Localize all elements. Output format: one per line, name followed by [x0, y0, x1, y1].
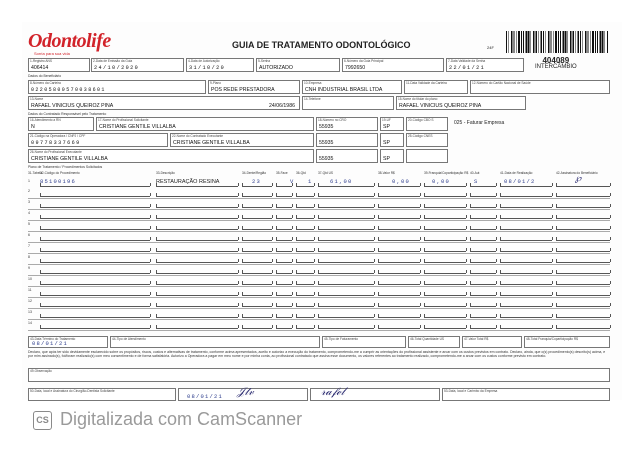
table-cell[interactable] — [156, 192, 238, 197]
table-cell[interactable] — [318, 247, 374, 252]
contracted-executor-field[interactable]: 22-Nome do Contratado Executante CRISTIANE GENTILE VILLALBA — [170, 133, 314, 147]
coparticipation-value: 0,00 — [432, 178, 451, 185]
uf-exec-field[interactable]: SP — [380, 149, 404, 163]
table-cell[interactable] — [296, 313, 314, 318]
table-cell[interactable] — [470, 258, 496, 263]
end-date-field[interactable]: 43-Data Término do Tratamento 08/01/21 — [28, 336, 108, 348]
table-cell[interactable] — [424, 324, 466, 329]
national-card-field[interactable]: 12-Número do Cartão Nacional de Saúde — [470, 80, 610, 94]
table-cell[interactable] — [500, 225, 552, 230]
row-divider — [28, 242, 610, 243]
table-cell[interactable] — [424, 258, 466, 263]
table-cell[interactable] — [500, 236, 552, 241]
cro-executor-field[interactable]: 55935 — [316, 133, 378, 147]
table-cell[interactable] — [378, 214, 420, 219]
cro-field[interactable]: 18-Número no CRO 55935 — [316, 117, 378, 131]
table-cell[interactable] — [424, 236, 466, 241]
table-cell[interactable] — [500, 280, 552, 285]
table-cell[interactable] — [318, 291, 374, 296]
table-cell[interactable] — [378, 225, 420, 230]
table-cell[interactable] — [470, 192, 496, 197]
table-cell[interactable] — [318, 313, 374, 318]
table-cell[interactable] — [296, 225, 314, 230]
table-cell[interactable] — [556, 192, 610, 197]
operator-code-field[interactable]: 21-Código na Operadora / CNPJ / CPF 09778337669 — [28, 133, 168, 147]
table-cell[interactable] — [378, 182, 420, 187]
validity-date-field[interactable]: 7-Data Validade da Senha 22/01/21 — [446, 58, 524, 72]
row-divider — [28, 286, 610, 287]
face-value: V — [290, 178, 295, 185]
row-divider — [28, 209, 610, 210]
procedure-header-label: 37-Qtd US — [318, 171, 334, 175]
procedure-header-label: 32-Código do Procedimento — [40, 171, 80, 175]
table-cell[interactable] — [470, 280, 496, 285]
camscanner-icon: CS — [33, 411, 52, 430]
table-cell[interactable] — [296, 291, 314, 296]
procedure-header-label: 31-Tabela — [28, 171, 42, 175]
table-cell[interactable] — [296, 302, 314, 307]
table-cell[interactable] — [242, 313, 272, 318]
table-cell[interactable] — [296, 280, 314, 285]
table-cell[interactable] — [242, 291, 272, 296]
table-cell[interactable] — [40, 225, 150, 230]
beneficiary-name-field[interactable]: 13-Nome RAFAEL VINICIUS QUEIROZ PINA 24/06/1986 — [28, 96, 300, 110]
table-cell[interactable] — [378, 203, 420, 208]
table-cell[interactable] — [156, 214, 238, 219]
table-cell[interactable] — [156, 324, 238, 329]
table-cell[interactable] — [424, 214, 466, 219]
table-cell[interactable] — [500, 324, 552, 329]
table-cell[interactable] — [296, 247, 314, 252]
table-cell[interactable] — [296, 269, 314, 274]
beneficiary-section-title: Dados do Beneficiário — [28, 74, 62, 78]
ans-field[interactable]: 1-Registro ANS 406414 — [28, 58, 90, 72]
cro-exec-field[interactable]: 55935 — [316, 149, 378, 163]
total-value-field[interactable]: 47-Valor Total R$ — [462, 336, 522, 348]
guide-number-block — [535, 57, 577, 71]
table-cell[interactable] — [318, 203, 374, 208]
table-cell[interactable] — [40, 313, 150, 318]
card-number-field[interactable]: 8-Número da Carteira 02205800570038601 — [28, 80, 206, 94]
table-cell[interactable] — [156, 313, 238, 318]
table-cell[interactable] — [296, 192, 314, 197]
table-cell[interactable] — [40, 214, 150, 219]
row-divider — [28, 297, 610, 298]
table-cell[interactable] — [500, 313, 552, 318]
quantity-us-value: 61,00 — [330, 178, 353, 185]
table-cell[interactable] — [378, 324, 420, 329]
table-cell[interactable] — [276, 291, 292, 296]
phone-field[interactable]: 14-Telefone — [302, 96, 394, 110]
table-cell[interactable] — [470, 225, 496, 230]
row-number-label: 8 — [28, 255, 30, 259]
row-number-label: 10 — [28, 277, 32, 281]
uf-field[interactable]: 19-UF SP — [380, 117, 404, 131]
total-us-field[interactable]: 46-Total Quantidade US — [408, 336, 460, 348]
holder-name-field[interactable]: 15-Nome do titular do plano RAFAEL VINICIUS QUEIROZ PINA — [396, 96, 526, 110]
total-franchise-field[interactable]: 48-Total Franquia/Coparticipação R$ — [524, 336, 610, 348]
table-cell[interactable] — [470, 291, 496, 296]
odontolife-logo: Odontolife — [28, 30, 111, 52]
cbo-exec-field[interactable] — [406, 149, 448, 163]
table-cell[interactable] — [276, 302, 292, 307]
table-cell[interactable] — [242, 258, 272, 263]
table-cell[interactable] — [424, 203, 466, 208]
table-cell[interactable] — [296, 182, 314, 187]
table-cell[interactable] — [556, 258, 610, 263]
form-code: 24F — [487, 45, 494, 50]
table-cell[interactable] — [156, 269, 238, 274]
observation-field[interactable]: 49-Observação — [28, 368, 610, 382]
table-cell[interactable] — [556, 236, 610, 241]
cbo-field[interactable]: 20-Código CBO S — [406, 117, 448, 131]
table-cell[interactable] — [156, 302, 238, 307]
quantity-value: 1 — [308, 178, 313, 185]
logo-tagline: Sorria para sua vida — [34, 51, 70, 56]
realization-date-value: 08/01/2 — [504, 178, 536, 185]
table-cell[interactable] — [156, 203, 238, 208]
table-cell[interactable] — [276, 313, 292, 318]
row-divider — [28, 198, 610, 199]
table-cell[interactable] — [318, 258, 374, 263]
row-divider — [28, 253, 610, 254]
row-number-label: 9 — [28, 266, 30, 270]
table-cell[interactable] — [556, 247, 610, 252]
table-cell[interactable] — [470, 313, 496, 318]
camscanner-watermark: Digitalizada com CamScanner — [60, 409, 303, 429]
executor-signature: 𝒥𝓉𝓋 — [237, 385, 254, 398]
table-cell[interactable] — [40, 182, 150, 187]
row-number-label: 2 — [28, 189, 30, 193]
table-cell[interactable] — [424, 182, 466, 187]
table-cell[interactable] — [40, 280, 150, 285]
table-cell[interactable] — [242, 225, 272, 230]
table-cell[interactable] — [470, 324, 496, 329]
table-cell[interactable] — [500, 192, 552, 197]
table-cell[interactable] — [276, 280, 292, 285]
executing-professional-field[interactable]: 26-Nome do Profissional Executante CRISTIANE GENTILE VILLALBA — [28, 149, 314, 163]
table-cell[interactable] — [556, 291, 610, 296]
executor-signature-field[interactable] — [178, 385, 308, 401]
row-divider — [28, 231, 610, 232]
beneficiary-signature: 𝓇𝒶𝒻ℯ𝓁 — [321, 385, 345, 398]
row-divider — [28, 275, 610, 276]
table-cell[interactable] — [470, 302, 496, 307]
table-cell[interactable] — [556, 313, 610, 318]
tooth-value: 23 — [252, 178, 262, 185]
table-cell[interactable] — [276, 258, 292, 263]
table-cell[interactable] — [40, 247, 150, 252]
row-divider — [28, 264, 610, 265]
table-cell[interactable] — [556, 280, 610, 285]
invoice-type-field[interactable]: 45-Tipo de Faturamento — [322, 336, 406, 348]
procedures-section-title: Plano de Tratamento / Procedimentos Solicitados — [28, 165, 103, 169]
table-cell[interactable] — [242, 324, 272, 329]
row-number-label: 5 — [28, 222, 30, 226]
procedure-header-label: 41-Data de Realização — [500, 171, 533, 175]
table-cell[interactable] — [242, 280, 272, 285]
table-cell[interactable] — [500, 291, 552, 296]
table-cell[interactable] — [470, 214, 496, 219]
procedure-header-label: 42-Assinatura do Beneficiário — [556, 171, 598, 175]
table-cell[interactable] — [318, 269, 374, 274]
table-cell[interactable] — [378, 280, 420, 285]
table-cell[interactable] — [500, 269, 552, 274]
table-cell[interactable] — [378, 192, 420, 197]
requester-section-title: Dados do Contratado Responsável pelo Tratamento — [28, 112, 107, 116]
requester-signature-field[interactable]: 50-Data, local e Assinatura do Cirurgião-Dentista Solicitante — [28, 388, 176, 401]
table-cell[interactable] — [276, 225, 292, 230]
company-stamp-field[interactable]: 53-Data, local e Carimbo da Empresa — [442, 388, 610, 401]
table-cell[interactable] — [242, 236, 272, 241]
table-cell[interactable] — [40, 302, 150, 307]
table-cell[interactable] — [318, 302, 374, 307]
procedure-code-value: 85100196 — [40, 178, 77, 185]
table-cell[interactable] — [378, 313, 420, 318]
barcode — [506, 31, 608, 53]
table-cell[interactable] — [242, 203, 272, 208]
row-number-label: 4 — [28, 211, 30, 215]
table-cell[interactable] — [318, 182, 374, 187]
table-cell[interactable] — [318, 225, 374, 230]
row-number-label: 1 — [28, 179, 30, 183]
table-cell[interactable] — [276, 236, 292, 241]
table-cell[interactable] — [470, 236, 496, 241]
row-number-label: 7 — [28, 244, 30, 248]
table-cell[interactable] — [156, 258, 238, 263]
table-cell[interactable] — [276, 192, 292, 197]
table-cell[interactable] — [276, 203, 292, 208]
table-cell[interactable] — [156, 225, 238, 230]
table-cell[interactable] — [276, 247, 292, 252]
table-cell[interactable] — [470, 269, 496, 274]
table-cell[interactable] — [378, 258, 420, 263]
procedure-description-value: RESTAURAÇÃO RESINA — [156, 179, 220, 185]
table-cell[interactable] — [242, 302, 272, 307]
table-cell[interactable] — [318, 192, 374, 197]
table-cell[interactable] — [40, 269, 150, 274]
table-cell[interactable] — [556, 302, 610, 307]
table-cell[interactable] — [242, 214, 272, 219]
table-cell[interactable] — [556, 225, 610, 230]
billing-note: 025 - Faturar Empresa — [454, 120, 505, 126]
table-cell[interactable] — [500, 214, 552, 219]
table-cell[interactable] — [296, 214, 314, 219]
table-cell[interactable] — [156, 280, 238, 285]
procedure-header-label: 35-Face — [276, 171, 288, 175]
table-cell[interactable] — [296, 236, 314, 241]
cnes-field[interactable]: 25-Código CNES — [406, 133, 448, 147]
table-cell[interactable] — [242, 182, 272, 187]
table-cell[interactable] — [424, 291, 466, 296]
table-cell[interactable] — [556, 182, 610, 187]
table-cell[interactable] — [556, 203, 610, 208]
table-cell[interactable] — [424, 247, 466, 252]
main-guide-field[interactable]: 6-Número da Guia Principal 7992650 — [342, 58, 444, 72]
aut-value: S — [474, 178, 479, 185]
table-cell[interactable] — [296, 203, 314, 208]
uf-executor-field[interactable]: SP — [380, 133, 404, 147]
table-cell[interactable] — [470, 203, 496, 208]
emission-date-field[interactable]: 2-Data de Emissão da Guia 24/10/2020 — [91, 58, 184, 72]
table-cell[interactable] — [378, 247, 420, 252]
row-number-label: 3 — [28, 200, 30, 204]
attendance-type-field[interactable]: 44-Tipo de Atendimento — [110, 336, 320, 348]
table-cell[interactable] — [424, 302, 466, 307]
row-divider — [28, 330, 610, 331]
plan-field[interactable]: 9-Plano POS REDE PRESTADORA — [208, 80, 300, 94]
table-cell[interactable] — [318, 280, 374, 285]
row-number-label: 13 — [28, 310, 32, 314]
procedure-header-label: 38-Valor R$ — [378, 171, 395, 175]
procedure-header-label: 33-Descrição — [156, 171, 175, 175]
table-cell[interactable] — [276, 269, 292, 274]
table-cell[interactable] — [500, 182, 552, 187]
table-cell[interactable] — [500, 258, 552, 263]
beneficiary-signature-field[interactable] — [310, 385, 440, 401]
declaration-text: Declaro, que após ter sido devidamente esclarecido sobre os propósitos, riscos, custos e alternativas de tratamento, conforme acima apresentados, aceito e autorizo a execução do tratamento, comprometendo-me a cumprir as orientações do profissional assistente e arcar com os custos previstos em contrato. Declaro, ainda, que o(s) procedimento(s) descrito(s) acima, e por mim assinado(s), foi/foram realizado(s) com meu consentimento e de forma satisfatória. Autorizo a Operadora a pagar em meu nome e por minha conta, ao profissional contratado que assina esse documento, os valores referentes ao tratamento realizado, comprometendo-me a arcar com os custos conforme previsto em contrato. — [28, 350, 606, 359]
table-cell[interactable] — [156, 291, 238, 296]
guide-number: 404089 — [542, 56, 570, 65]
table-cell[interactable] — [500, 203, 552, 208]
table-cell[interactable] — [40, 236, 150, 241]
table-cell[interactable] — [424, 225, 466, 230]
row-number-label: 14 — [28, 321, 32, 325]
table-cell[interactable] — [40, 258, 150, 263]
table-cell[interactable] — [156, 236, 238, 241]
row-divider — [28, 220, 610, 221]
table-cell[interactable] — [40, 291, 150, 296]
table-cell[interactable] — [378, 302, 420, 307]
table-cell[interactable] — [378, 236, 420, 241]
authorization-date-field[interactable]: 4-Data de Autorização 31/10/20 — [186, 58, 254, 72]
table-cell[interactable] — [470, 247, 496, 252]
beneficiary-initials: ℘ — [575, 174, 582, 184]
birth-date: 24/06/1986 — [269, 103, 295, 109]
table-cell[interactable] — [556, 269, 610, 274]
table-cell[interactable] — [276, 324, 292, 329]
row-number-label: 12 — [28, 299, 32, 303]
company-field[interactable]: 10-Empresa CNH INDUSTRIAL BRASIL LTDA — [302, 80, 402, 94]
table-cell[interactable] — [378, 269, 420, 274]
table-cell[interactable] — [424, 192, 466, 197]
table-cell[interactable] — [424, 280, 466, 285]
procedure-header-label: 34-Dente/Região — [242, 171, 267, 175]
attendance-rn-field[interactable]: 16-Atendimento a RN N — [28, 117, 94, 131]
row-divider — [28, 308, 610, 309]
table-cell[interactable] — [242, 192, 272, 197]
form-title: GUIA DE TRATAMENTO ODONTOLÓGICO — [232, 40, 411, 50]
table-cell[interactable] — [378, 291, 420, 296]
procedure-header-label: 36-Qtd — [296, 171, 306, 175]
table-cell[interactable] — [470, 182, 496, 187]
table-cell[interactable] — [296, 258, 314, 263]
password-field[interactable]: 5-Senha AUTORIZADO — [256, 58, 340, 72]
table-cell[interactable] — [242, 247, 272, 252]
table-cell[interactable] — [318, 324, 374, 329]
table-cell[interactable] — [296, 324, 314, 329]
signature-date: 08/01/21 — [187, 393, 224, 400]
table-cell[interactable] — [424, 313, 466, 318]
table-cell[interactable] — [500, 247, 552, 252]
table-cell[interactable] — [276, 182, 292, 187]
row-number-label: 11 — [28, 288, 32, 292]
card-validity-field[interactable]: 11-Data Validade da Carteira — [404, 80, 468, 94]
procedure-header-label: 39-Franquia/Coparticipação R$ — [424, 171, 469, 175]
requesting-professional-field[interactable]: 17-Nome do Profissional Solicitante CRISTIANE GENTILE VILLALBA — [96, 117, 314, 131]
table-cell[interactable] — [40, 192, 150, 197]
table-cell[interactable] — [318, 236, 374, 241]
row-number-label: 6 — [28, 233, 30, 237]
table-cell[interactable] — [40, 203, 150, 208]
table-cell[interactable] — [424, 269, 466, 274]
table-cell[interactable] — [318, 214, 374, 219]
table-cell[interactable] — [242, 269, 272, 274]
table-cell[interactable] — [276, 214, 292, 219]
table-cell[interactable] — [156, 182, 238, 187]
table-cell[interactable] — [556, 324, 610, 329]
table-cell[interactable] — [500, 302, 552, 307]
procedure-header-label: 40-Aut — [470, 171, 480, 175]
table-cell[interactable] — [156, 247, 238, 252]
table-cell[interactable] — [40, 324, 150, 329]
guide-type: INTERCÂMBIO — [535, 64, 577, 70]
row-divider — [28, 319, 610, 320]
value-value: 0,00 — [392, 178, 411, 185]
table-cell[interactable] — [556, 214, 610, 219]
